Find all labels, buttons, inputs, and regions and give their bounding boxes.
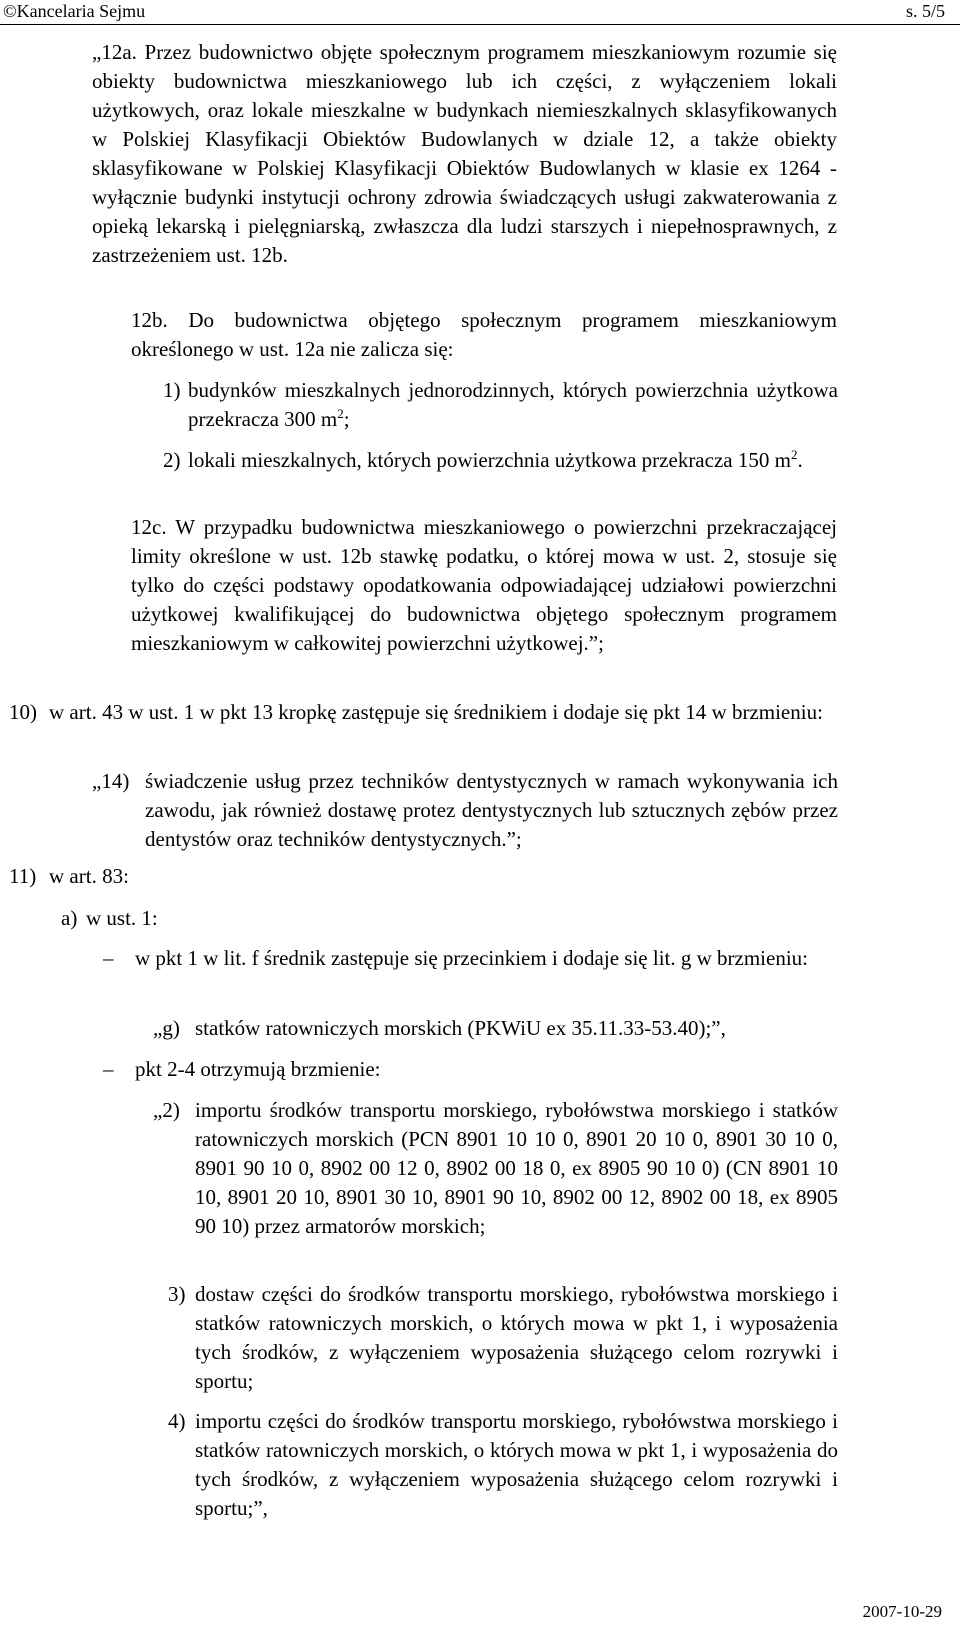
quote-number: 4) bbox=[168, 1409, 186, 1433]
quote-letter: „g) bbox=[153, 1016, 180, 1040]
item-11a bbox=[61, 904, 261, 933]
quote-point-3 bbox=[168, 1280, 858, 1396]
dash-text: w pkt 1 w lit. f średnik zastępuje się przecinkiem i dodaje się lit. g w brzmieniu: bbox=[135, 946, 808, 970]
page-header bbox=[0, 0, 960, 25]
list-item-12b-2 bbox=[163, 446, 843, 504]
item-number: 11) bbox=[9, 864, 37, 888]
dash-marker: – bbox=[103, 946, 114, 970]
item-text: w ust. 1: bbox=[86, 906, 158, 930]
quote-number: 3) bbox=[168, 1282, 186, 1306]
item-10-quote bbox=[92, 767, 852, 857]
paragraph-12a: „12a. Przez budownictwo objęte społecznym programem mieszkaniowym rozumie się obiekty budownictwa mieszkaniowego lub ich części, z wyłączeniem lokali użytkowych, oraz lokale mieszkalne w budynkach niemieszkalnych sklasyfikowanych w Polskiej Klasyfikacji Obiektów Budowlanych w dziale 12, a także obiekty sklasyfikowane w Polskiej Klasyfikacji Obiektów Budowlanych w klasie ex 1264 - wyłącznie budynki instytucji ochrony zdrowia świadczących usługi zakwaterowania z opieką lekarską i pielęgniarską, zwłaszcza dla ludzi starszych i niepełnosprawnych, z zastrzeżeniem ust. 12b. bbox=[92, 40, 837, 267]
item-text: w art. 43 w ust. 1 w pkt 13 kropkę zastępuje się średnikiem i dodaje się pkt 14 w brzmieniu: bbox=[49, 700, 823, 724]
quote-text: importu środków transportu morskiego, rybołówstwa morskiego i statków ratowniczych morskich (PCN 8901 10 10 0, 8901 20 10 0, 8901 30 10 0, 8901 90 10 0, 8902 00 12 0, 8902 00 18 0, ex 8905 90 10 0) (CN 8901 10 10, 8901 20 10, 8901 30 10, 8901 90 10, 8902 00 12, 8902 00 18, ex 8905 90 10) przez armatorów morskich; bbox=[195, 1098, 838, 1238]
footer-date: 2007-10-29 bbox=[862, 1602, 942, 1621]
header-page-number: s. 5/5 bbox=[905, 1, 945, 21]
quote-text: dostaw części do środków transportu morskiego, rybołówstwa morskiego i statków ratowniczych morskich, o których mowa w pkt 1, i wyposażenia tych środków, z wyłączeniem wyposażenia służącego celom rozrywki i sportu; bbox=[195, 1282, 838, 1393]
quote-text: statków ratowniczych morskich (PKWiU ex 35.11.33-53.40);”, bbox=[195, 1016, 726, 1040]
list-number: 1) bbox=[163, 378, 181, 402]
list-text: lokali mieszkalnych, których powierzchnia użytkowa przekracza 150 $m^2$. bbox=[188, 447, 803, 472]
quote-text: importu części do środków transportu morskiego, rybołówstwa morskiego i statków ratowniczych morskich, o których mowa w pkt 1, i wyposażenia do tych środków, z wyłączeniem wyposażenia służącego celom rozrywki i sportu;”, bbox=[195, 1409, 838, 1520]
header-publisher: ©Kancelaria Sejmu bbox=[3, 1, 146, 21]
paragraph-12c: 12c. W przypadku budownictwa mieszkaniowego o powierzchni przekraczającej limity określone w ust. 12b stawkę podatku, o której mowa w ust. 2, stosuje się tylko do części podstawy opodatkowania odpowiadającej udziałowi powierzchni użytkowej kwalifikującej do budownictwa objętego społecznym programem mieszkaniowym w całkowitej powierzchni użytkowej.”; bbox=[131, 515, 837, 655]
dash-1-quote bbox=[153, 1014, 853, 1043]
list-text: budynków mieszkalnych jednorodzinnych, których powierzchnia użytkowa przekracza 300 $m^2$; bbox=[188, 378, 838, 431]
quote-number: „2) bbox=[153, 1098, 180, 1122]
item-letter: a) bbox=[61, 906, 78, 930]
dash-marker: – bbox=[103, 1057, 114, 1081]
list-number: 2) bbox=[163, 448, 181, 472]
item-number: 10) bbox=[9, 700, 37, 724]
item-11 bbox=[9, 862, 309, 891]
dash-item-1 bbox=[103, 944, 848, 1002]
item-text: w art. 83: bbox=[49, 864, 129, 888]
dash-item-2 bbox=[103, 1055, 848, 1084]
dash-text: pkt 2-4 otrzymują brzmienie: bbox=[135, 1057, 381, 1081]
quote-text: świadczenie usług przez techników dentystycznych w ramach wykonywania ich zawodu, jak również dostawę protez dentystycznych lub sztucznych zębów przez dentystów oraz techników dentystycznych.”; bbox=[145, 769, 838, 851]
quote-number: „14) bbox=[92, 769, 130, 793]
paragraph-12b: 12b. Do budownictwa objętego społecznym programem mieszkaniowym określonego w ust. 12a nie zalicza się: bbox=[131, 308, 837, 361]
item-10 bbox=[9, 698, 849, 756]
quote-point-2 bbox=[153, 1096, 853, 1270]
list-item-12b-1 bbox=[163, 376, 843, 434]
quote-point-4 bbox=[168, 1407, 858, 1523]
